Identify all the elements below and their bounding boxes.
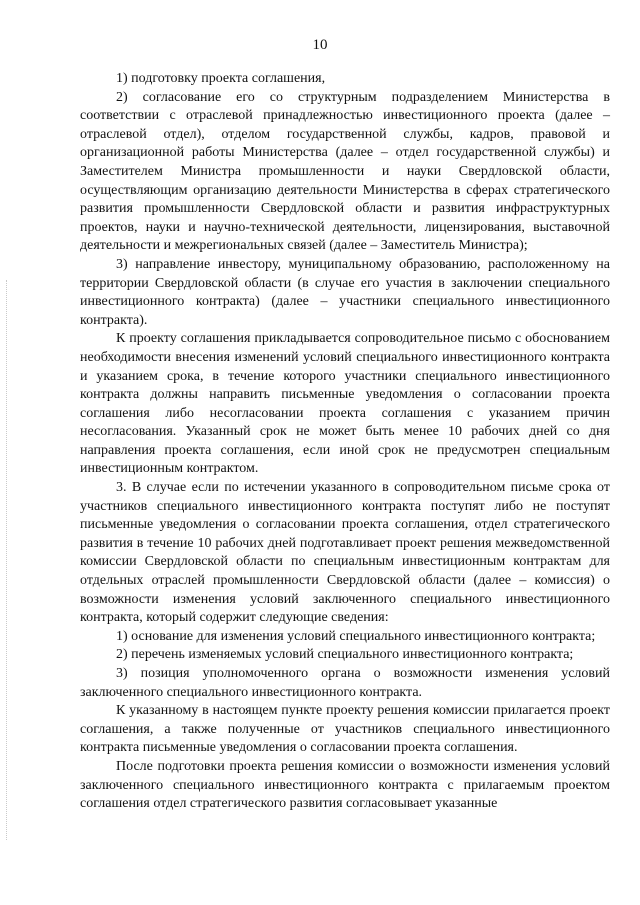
paragraph-10: После подготовки проекта решения комиссии о возможности изменения условий заключенного специального инвестиционного контракта с прилагаемым проектом соглашения отдел стратегического развития согласовывает указанные [80,758,610,812]
paragraph-4: К проекту соглашения прикладывается сопроводительное письмо с обоснованием необходимости внесения изменений условий специального инвестиционного контракта и указанием срока, в течение которого участники специального инвестиционного контракта должны направить письменные уведомления о согласовании проекта соглашения либо несогласовании проекта соглашения с указанием причин несогласования. Указанный срок не может быть менее 10 рабочих дней со дня направления проекта соглашения, если иной срок не предусмотрен специальным инвестиционным контрактом. [80,331,610,477]
page-number: 10 [312,37,328,53]
paragraph-7: 2) перечень изменяемых условий специального инвестиционного контракта; [116,647,574,663]
paragraph-2: 2) согласование его со структурным подразделением Министерства в соответствии с отраслевой принадлежностью инвестиционного проекта (далее – отраслевой отдел), отделом государственной службы, кадров, правовой и организационной работы Министерства (далее – отдел государственной службы) и Заместителем Министра промышленности и науки Свердловской области, осуществляющим организацию деятельности Министерства в сферах стратегического развития промышленности Свердловской области и развития инфраструктурных проектов, науки и научно-технической деятельности, лицензирования, выставочной деятельности и межрегиональных связей (далее – Заместитель Министра); [80,89,610,254]
paragraph-6: 1) основание для изменения условий специального инвестиционного контракта; [116,628,596,644]
paragraph-9: К указанному в настоящем пункте проекту решения комиссии прилагается проект соглашения, а также полученные от участников специального инвестиционного контракта письменные уведомления о согласовании проекта соглашения. [80,703,610,756]
paragraph-3: 3) направление инвестору, муниципальному образованию, расположенному на территории Свердловской области (в случае его участия в заключении специального инвестиционного контракта) (далее – участники специального инвестиционного контракта). [80,256,610,328]
document-body [80,70,610,814]
paragraph-8: 3) позиция уполномоченного органа о возможности изменения условий заключенного специального инвестиционного контракта. [80,666,610,700]
paragraph-5: 3. В случае если по истечении указанного в сопроводительном письме срока от участников специального инвестиционного контракта поступят либо не поступят письменные уведомления о согласовании проекта соглашения, отдел стратегического развития в течение 10 рабочих дней подготавливает проект решения межведомственной комиссии Свердловской области по специальным инвестиционным контрактам для отдельных отраслей промышленности Свердловской области (далее – комиссия) о возможности изменения условий заключенного специального инвестиционного контракта, который содержит следующие сведения: [80,480,610,626]
scan-margin-artifact [6,280,9,840]
paragraph-1: 1) подготовку проекта соглашения, [116,71,326,86]
